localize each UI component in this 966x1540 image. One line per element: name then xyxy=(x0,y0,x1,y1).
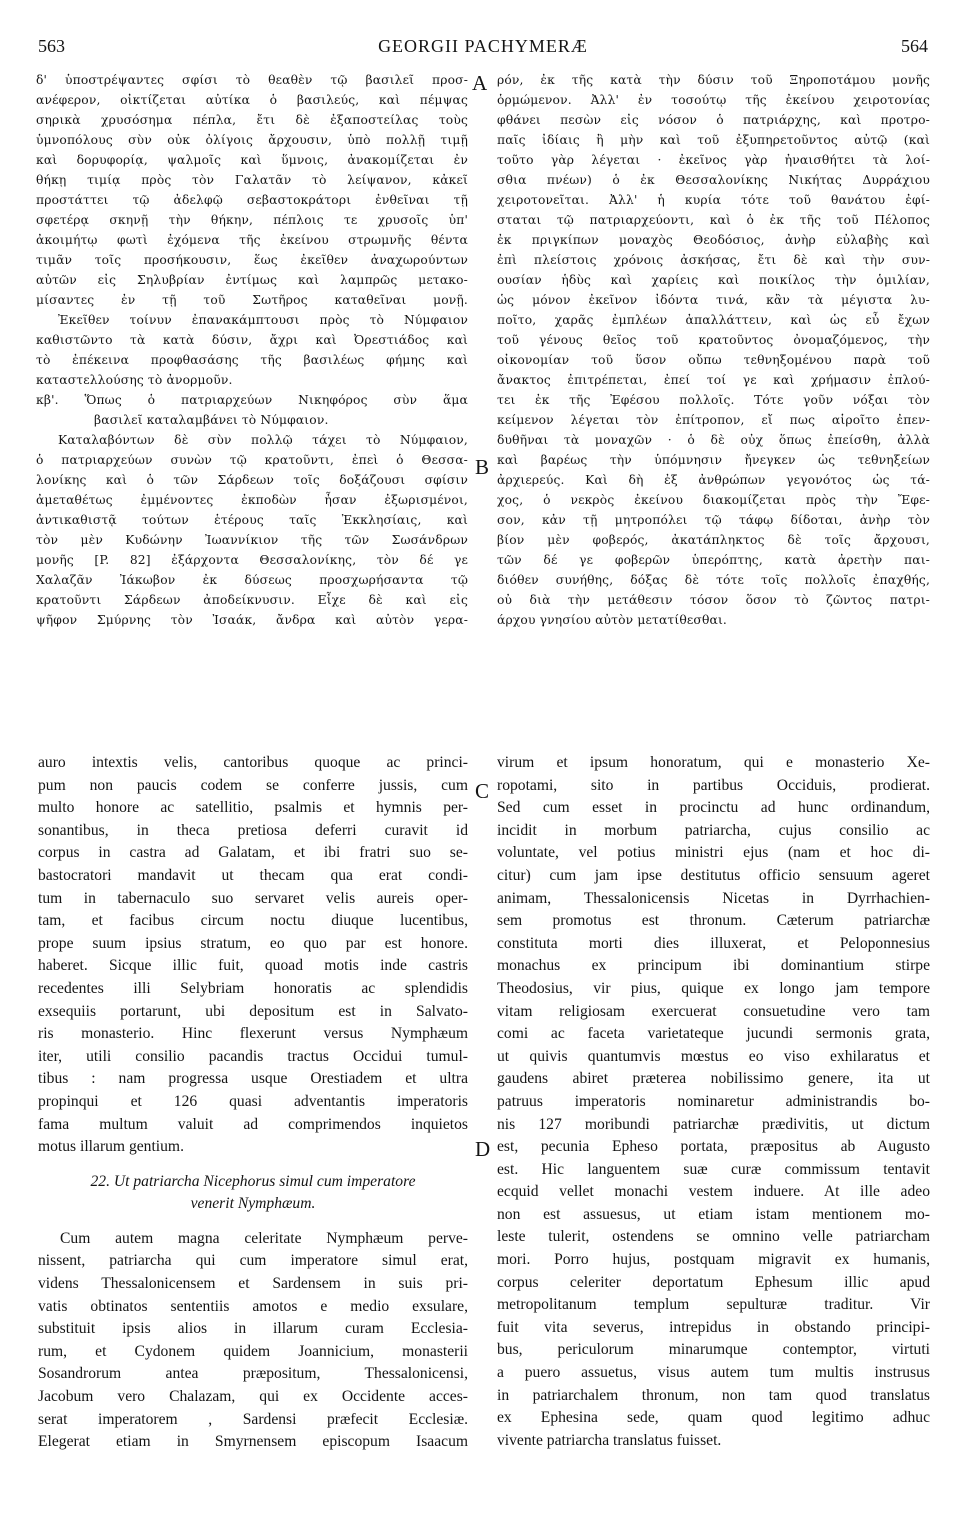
text-line: Ἐκεῖθεν τοίνυν ἐπανακάμπτουσι πρὸς τὸ Νύμφαιον xyxy=(58,313,468,327)
text-line: φθάνει πεσὼν εἰς νόσον ὁ πατριάρχης, καὶ προτρο- xyxy=(497,113,930,127)
latin-paragraph-3 xyxy=(497,752,930,1452)
text-line: multo honore ac satellitio, psalmis et hymnis per- xyxy=(38,799,468,817)
text-line: ὁ πατριαρχεύων συνὼν τῷ κρατοῦντι, ἐπεὶ ὁ Θεσσα- xyxy=(36,453,468,467)
text-line: τὸ ἐπέκεινα προφθασάσης τῆς βασιλέως φήμης καὶ xyxy=(36,353,468,367)
text-line: serat imperatorem , Sardensi præfecit Ecclesiæ. xyxy=(38,1410,468,1428)
text-line: ris monasterio. Hinc flexerunt versus Nymphæum xyxy=(38,1025,468,1043)
text-line: ὡς μόνον ἐκεῖνον ἰδόντα τινά, κἂν τὰ μέγιστα λυ- xyxy=(497,293,930,307)
text-line: constituta morti dies illuxerat, et Peloponnesius xyxy=(497,934,930,952)
text-line: καθιστῶντο τὰ κατὰ δύσιν, ἄχρι καὶ Ὀρεστιάδος καὶ xyxy=(36,333,468,347)
text-line: καταστελλούσης τὸ ἀνορμοῦν. xyxy=(36,373,233,387)
text-line: virum et ipsum honoratum, qui e monasterio Xe- xyxy=(497,754,930,771)
greek-column-left xyxy=(36,70,468,630)
text-line: metropolitanum templum sepulturæ traditur. Vir xyxy=(497,1296,930,1314)
text-line: Χαλαζᾶν Ἰάκωβον ἐκ δύσεως προσχωρήσαντα τῷ xyxy=(36,573,468,587)
text-line: σον, κἀν τῇ μητροπόλει τῷ τάφῳ δίδοται, ἀνὴρ τὸν xyxy=(497,513,930,527)
page-number-left: 563 xyxy=(38,36,65,56)
text-line: ecquid vellet monachi vestem induere. At ille adeo xyxy=(497,1183,930,1201)
text-line: tibus : nam progressa usque Orestiadem et ultra xyxy=(38,1070,468,1088)
text-line: fama multum valuit ad comprimendos inquietos xyxy=(38,1115,468,1133)
text-line: μονῆς [P. 82] ἐξάρχοντα Θεσσαλονίκης, τὸν δέ γε xyxy=(36,553,468,567)
text-line: ρόν, ἐκ τῆς κατὰ τὴν δύσιν τοῦ Ξηροποτάμου μονῆς xyxy=(497,73,930,87)
text-line: iter, utili consilio pacandis tractus Occidui tumul- xyxy=(38,1047,468,1065)
text-line: sonantibus, in theca pretiosa deferri curavit id xyxy=(38,821,468,839)
text-line: in patriarchalem thronum, non tam quod translatus xyxy=(497,1386,930,1404)
text-line: corpus in castra ad Galatam, et ibi fratri suo se- xyxy=(38,844,468,862)
text-line: τιμᾶν τοῖς προσήκουσιν, ἕως ἐκεῖθεν ἀναχωρούντων xyxy=(36,253,468,267)
greek-column-right xyxy=(497,70,930,630)
latin-column-left xyxy=(38,752,468,1454)
text-line: χος, ὁ νεκρὸς ἐκείνου διακομίζεται πρὸς τὴν Ἔφε- xyxy=(497,493,930,507)
text-line: pum non paucis codem se conferre jussis, cum xyxy=(38,776,468,794)
text-line: οὐ διὰ τὴν μετάθεσιν τόσον ὅσον τὸ ζῶντος πατρι- xyxy=(497,593,930,607)
text-line: tum in tabernaculo suo servaret velis aureis oper- xyxy=(38,889,468,907)
text-line: Καταλαβόντων δὲ σὺν πολλῷ τάχει τὸ Νύμφαιον, xyxy=(58,433,468,447)
text-line: τει ἐκ τῆς Ἐφέσου πολλοῖς. Τότε γοῦν νόξαι τὸν xyxy=(497,393,930,407)
text-line: Jacobum vero Chalazam, qui ex Occidente acces- xyxy=(38,1388,468,1406)
greek-paragraph-3 xyxy=(497,70,930,630)
text-line: ανέφερον, οἰκτίζεται αὐτίκα ὁ βασιλεύς, καὶ πέμψας xyxy=(36,93,468,107)
text-line: Cum autem magna celeritate Nymphæum perve- xyxy=(60,1229,468,1247)
text-line: ἀκοιμήτῳ φωτὶ ἐχόμενα τῆς ἐκείνου στρωμνῆς θέντα xyxy=(36,233,468,247)
text-line: citur) cum jam ipse destitutus officio sensuum ageret xyxy=(497,866,930,884)
text-line: τὸν μὲν Κυδώνην Ἰωαννίκιον τῆς τῶν Σωσάνδρων xyxy=(36,533,468,547)
running-header xyxy=(38,36,928,58)
text-line: bastocratori mandavit ut thecam qua erat condi- xyxy=(38,866,468,884)
text-line: ἀμεταθέτως ἐμμένοντες ἐκποδὼν ἦσαν ἐξωρισμένοι, xyxy=(36,493,468,507)
text-line: non est assuesus, ut etiam istam mentionem mo- xyxy=(497,1205,930,1223)
text-line: θήκῃ τιμίᾳ πρὸς τὸν Γαλατᾶν τὸ λείψανον, κἀκεῖ xyxy=(36,173,468,187)
text-line: vitam religiosam exercuerat consuetudine vero tam xyxy=(497,1002,930,1020)
text-line: comi ac faceta varietateque jucundi sermonis grata, xyxy=(497,1025,930,1043)
text-line: mori. Porro hujus, postquam migravit ex humanis, xyxy=(497,1251,930,1269)
text-line: ψῆφον Σμύρνης τὸν Ἰσαάκ, ἄνδρα καὶ αὐτὸν γερα- xyxy=(36,613,468,627)
greek-paragraph-1 xyxy=(36,70,468,390)
text-line: videns Thessalonicensem et Sardensem in suis pri- xyxy=(38,1275,468,1293)
text-line: προστάττει τῷ ἀδελφῷ σεβαστοκράτορι ἐνθεῖναι τῇ xyxy=(36,193,468,207)
text-line: καὶ δορυφορίᾳ, ψαλμοῖς καὶ ὕμνοις, ἀνακομίζεται ἐν xyxy=(36,153,468,167)
spacer xyxy=(38,1159,468,1171)
text-line: est. Hic languentem suæ curæ commissum tentavit xyxy=(497,1160,930,1178)
text-line: ut quivis quantumvis mœstus eo viso exhilaratus et xyxy=(497,1047,930,1065)
text-line: παῖς ἰδίαις ἢ μὴν καὶ τοῦ ἐξυπηρετοῦντος αὐτῷ (καὶ xyxy=(497,133,930,147)
text-line: motus illarum gentium. xyxy=(38,1138,184,1156)
text-line: vatis obtinatos sententiis amotos e medio exsulare, xyxy=(38,1297,468,1315)
text-line: ποῖτο, χαρᾶς ἐμπλέων ἀπαλλάττειν, καὶ ὡς εὖ ἔχων xyxy=(497,313,930,327)
text-line: leste tulerit, ostendens se omnino velle patriarcham xyxy=(497,1228,930,1246)
latin-column-right xyxy=(497,752,930,1452)
text-line: ropotami, sito in partibus Occiduis, prodierat. xyxy=(497,776,930,794)
text-line: δυθῆναι τὰ μοναχῶν · ὁ δὲ οὐχ ὅπως ἐπείσθη, ἀλλὰ xyxy=(497,433,930,447)
page-number-right: 564 xyxy=(901,36,928,56)
text-line: vivente patriarcha translatus fuisset. xyxy=(497,1431,722,1449)
text-line: fuit vita severus, intrepidus in obstando principi- xyxy=(497,1318,930,1336)
text-line: σφετέρᾳ σκηνῇ τὴν θήκην, πέπλοις τε χρυσοῖς ὑπ' xyxy=(36,213,468,227)
text-line: exsequiis portarunt, ubi depositum est in Salvato- xyxy=(38,1002,468,1020)
text-line: σταται τῷ πατριαρχεύοντι, καὶ ὁ ἐκ τῆς τοῦ Πέλοπος xyxy=(497,213,930,227)
text-line: voluntate, vel potius ministri ejus (nam et hoc di- xyxy=(497,844,930,862)
text-line: animam, Thessalonicensis Nicetas in Dyrrhachien- xyxy=(497,889,930,907)
spacer xyxy=(38,1216,468,1228)
text-line: haberet. Sicque illic fuit, quoad motis inde castris xyxy=(38,957,468,975)
text-line: rum, et Cydonem quidem Joannicium, monasterii xyxy=(38,1342,468,1360)
text-line: οἰκονομίαν τοῦ ὕσον οὔπω τεθνηξομένου παρὰ τοῦ xyxy=(497,353,930,367)
text-line: incidit in morbum patriarcha, cujus consilio ac xyxy=(497,821,930,839)
text-line: venerit Nymphæum. xyxy=(190,1195,316,1213)
text-line: κείμενον λέγεται τὸν ἐπίτροπον, εἴ πως αἱροῖτο ἐπεν- xyxy=(497,413,930,427)
section-marker-c: C xyxy=(475,779,490,803)
text-line: βασιλεῖ καταλαμβάνει τὸ Νύμφαιον. xyxy=(94,413,329,427)
text-line: substituit ipsis alios in illarum curam Ecclesia- xyxy=(38,1320,468,1338)
text-line: διόθεν συνήθης, δόξας δὲ τότε τοῖς πολλοῖς ἐπαχθής, xyxy=(497,573,930,587)
text-line: auro intextis velis, cantoribus quoque ac princi- xyxy=(38,754,468,771)
latin-paragraph-1 xyxy=(38,752,468,1159)
greek-chapter-heading xyxy=(36,390,468,430)
text-line: monachus ex principum ibi dominantium stirpe xyxy=(497,957,930,975)
text-line: ἀντικαθιστᾷ τούτων ἑτέρους ταῖς Ἐκκλησίαις, καὶ xyxy=(36,513,468,527)
latin-paragraph-2 xyxy=(38,1228,468,1454)
section-marker-a: A xyxy=(472,71,488,95)
text-line: τοῦτο γὰρ λέγεται · ἐκεῖνος γὰρ ἠναισθήτει τὰ λοί- xyxy=(497,153,930,167)
text-line: κρατοῦντι Σάρδεων ἀποδείκνυσιν. Εἶχε δὲ καὶ εἰς xyxy=(36,593,468,607)
text-line: λονίκης καὶ ὁ τῶν Σάρδεων τοῖς δοξάζουσι σφίσιν xyxy=(36,473,468,487)
text-line: bus, periculorum minarumque contemptor, virtuti xyxy=(497,1341,930,1359)
text-line: δ' ὑποστρέψαντες σφίσι τὸ θεαθὲν τῷ βασιλεῖ προσ- xyxy=(36,73,468,87)
text-line: propinqui et 126 quasi adventantis imperatoris xyxy=(38,1092,468,1110)
text-line: κβ'. Ὅπως ὁ πατριαρχεύων Νικηφόρος σὺν ἅμα xyxy=(36,393,468,407)
text-line: καὶ βαρέως τὴν ὑπόμνησιν ἤνεγκεν ὡς τεθνηξείων xyxy=(497,453,930,467)
text-line: tam, et facibus circum noctu diuque lucentibus, xyxy=(38,912,468,930)
text-line: μίσαντες ἐν τῇ τοῦ Σωτῆρος καταθεῖναι μονῇ. xyxy=(36,293,468,307)
text-line: ουσίαν ἡδὺς καὶ χαρίεις καὶ ποικίλος τὴν ὁμιλίαν, xyxy=(497,273,930,287)
text-line: χειροτονεῖται. Ἀλλ' ἡ κυρία τότε τοῦ θανάτου ἐφί- xyxy=(497,193,930,207)
latin-chapter-heading xyxy=(38,1171,468,1216)
text-line: ἐκ πριγκίπων μοναχὸς Θεοδόσιος, ἀνὴρ εὐλαβὴς καὶ xyxy=(497,233,930,247)
text-line: τοῦ γένους θεῖος τοῦ κρατοῦντος ὀνομαζόμενος, τὴν xyxy=(497,333,930,347)
text-line: sem promotus est thronum. Cæterum patriarchæ xyxy=(497,912,930,930)
text-line: άρχου γνησίου αὐτὸν μετατίθεσθαι. xyxy=(497,613,727,627)
text-line: σηρικὰ χρυσόσημα πέπλα, ἔτι δὲ ἐξαποστείλας τοὺς xyxy=(36,113,468,127)
text-line: Elegerat etiam in Smyrnensem episcopum Isaacum xyxy=(38,1433,468,1451)
text-line: Sed cum esset in procinctu ad hunc ordinandum, xyxy=(497,799,930,817)
text-line: nis 127 moribundi patriarchæ prædivitis, ut dictum xyxy=(497,1115,930,1133)
text-line: ὁρμώμενον. Ἀλλ' ἐν τοσούτῳ τῆς ἐκείνου χειροτονίας xyxy=(497,93,930,107)
section-marker-b: B xyxy=(475,455,490,479)
text-line: gaudens abiret præterea nobilissimo genere, ita ut xyxy=(497,1070,930,1088)
text-line: αὐτῶν εἰς Σηλυβρίαν ἐντίμως καὶ λαμπρῶς μετακο- xyxy=(36,273,468,287)
text-line: τῶν δέ γε φοβερῶν ὑπερόπτης, κατὰ ἀρετὴν παι- xyxy=(497,553,930,567)
text-line: est, pecunia Epheso portata, præpositus ab Augusto xyxy=(497,1138,930,1156)
text-line: corpus celeriter deportatum Ephesum illic apud xyxy=(497,1273,930,1291)
text-line: Theodosius, vir pius, quique ex longo jam tempore xyxy=(497,979,930,997)
text-line: ἄνακτος ἐπιτρέπεται, ἐπεί τοί γε καὶ χρήμασιν ἐπλού- xyxy=(497,373,930,387)
text-line: Sosandrorum antea præpositum, Thessalonicensi, xyxy=(38,1365,468,1383)
text-line: prope suum ipsius stratum, eo quo par est honore. xyxy=(38,934,468,952)
text-line: patruus imperatoris nominaretur administrandis bo- xyxy=(497,1092,930,1110)
text-line: ἀρχιερεύς. Καὶ δὴ ἐξ ἀνθρώπων γεγονότος ὡς τά- xyxy=(497,473,930,487)
text-line: βίον μὲν φοβερός, ἀκατάπληκτος δὲ τοῖς ἄρχουσι, xyxy=(497,533,930,547)
text-line: ἐπὶ πλείστοις χρόνοις ἀσκήσας, ἔτι δὲ καὶ τὴν συν- xyxy=(497,253,930,267)
text-line: nissent, patriarcha qui cum imperatore simul erat, xyxy=(38,1252,468,1270)
text-line: σθια πνέων) ὁ ἐκ Θεσσαλονίκης Νικήτας Δυρράχιου xyxy=(497,173,930,187)
greek-paragraph-2 xyxy=(36,430,468,630)
text-line: ὑμνοπόλους σὺν οὐκ ὀλίγοις ἄρχουσιν, ὑπὸ πολλῇ τιμῇ xyxy=(36,133,468,147)
text-line: 22. Ut patriarcha Nicephorus simul cum imperatore xyxy=(90,1172,416,1190)
text-line: a puero assuetus, visus autem tum multis instrusus xyxy=(497,1364,930,1382)
section-marker-d: D xyxy=(475,1137,491,1161)
text-line: recedentes illi Selybriam honoratis ac splendidis xyxy=(38,979,468,997)
running-title: GEORGII PACHYMERÆ xyxy=(378,36,588,56)
text-line: ex Ephesina sede, quam quod legitimo adhuc xyxy=(497,1409,930,1427)
